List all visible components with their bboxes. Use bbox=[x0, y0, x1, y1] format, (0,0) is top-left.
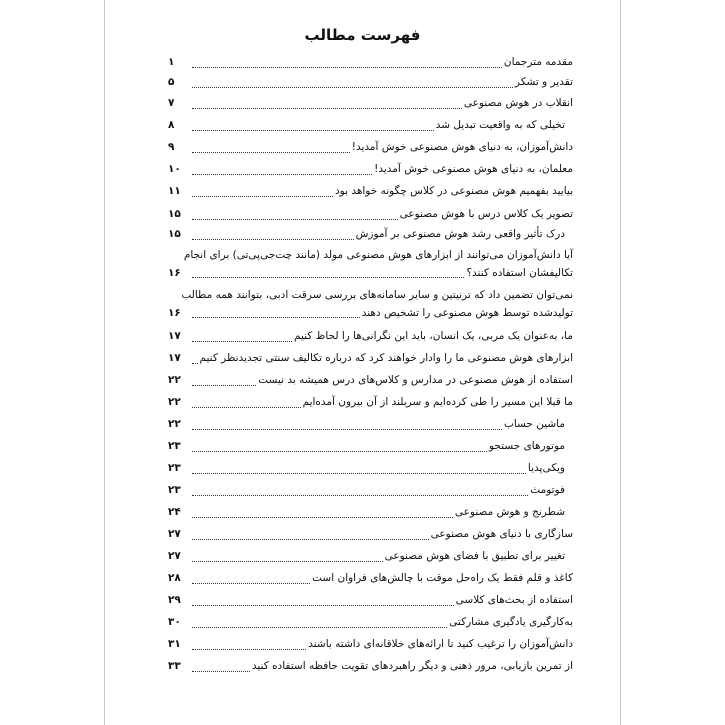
page-number: ۸ bbox=[168, 119, 175, 131]
toc-entry[interactable] bbox=[168, 115, 573, 135]
page-number: ۱۶ bbox=[168, 267, 181, 279]
entry-label: ماشین حساب bbox=[503, 418, 565, 430]
entry-label: استفاده از بحث‌های کلاسی bbox=[455, 594, 573, 606]
dot-leader bbox=[192, 614, 447, 628]
entry-label: تصویر یک کلاس درس با هوش مصنوعی bbox=[399, 208, 573, 220]
dot-leader bbox=[192, 548, 383, 562]
entry-label-line2: تکالیفشان استفاده کنند؟ bbox=[466, 267, 573, 279]
toc-entry[interactable] bbox=[168, 93, 573, 113]
dot-leader bbox=[192, 482, 528, 496]
toc-entry[interactable] bbox=[168, 72, 573, 92]
dot-leader bbox=[192, 117, 434, 131]
toc-entry[interactable] bbox=[168, 326, 573, 346]
page-number: ۳۳ bbox=[168, 660, 181, 672]
entry-label: انقلاب در هوش مصنوعی bbox=[463, 97, 573, 109]
dot-leader bbox=[192, 636, 306, 650]
dot-leader bbox=[192, 95, 462, 109]
dot-leader bbox=[192, 460, 526, 474]
page-number: ۲۲ bbox=[168, 418, 181, 430]
dot-leader bbox=[192, 658, 250, 672]
toc-entry[interactable] bbox=[168, 159, 573, 179]
toc-entry[interactable] bbox=[168, 436, 573, 456]
toc-entry[interactable] bbox=[168, 524, 573, 544]
dot-leader bbox=[192, 54, 502, 68]
dot-leader bbox=[192, 328, 292, 342]
entry-label: از تمرین بازیابی، مرور ذهنی و دیگر راهبردهای تقویت حافظه استفاده کنید bbox=[251, 660, 573, 672]
page-number: ۱۷ bbox=[168, 352, 181, 364]
dot-leader bbox=[192, 161, 372, 175]
toc-title: فهرست مطالب bbox=[304, 26, 421, 44]
dot-leader bbox=[192, 226, 354, 240]
entry-label: سازگاری با دنیای هوش مصنوعی bbox=[430, 528, 573, 540]
page-number: ۱۷ bbox=[168, 330, 181, 342]
page-number: ۲۷ bbox=[168, 528, 181, 540]
page-number: ۱۱ bbox=[168, 185, 181, 197]
dot-leader bbox=[192, 74, 513, 88]
toc-entry[interactable] bbox=[168, 546, 573, 566]
page-number: ۲۸ bbox=[168, 572, 181, 584]
page-number: ۵ bbox=[168, 76, 175, 88]
entry-label: بیایید بفهمیم هوش مصنوعی در کلاس چگونه خواهد بود bbox=[334, 185, 573, 197]
page-number: ۹ bbox=[168, 141, 175, 153]
toc-entry[interactable] bbox=[168, 181, 573, 201]
dot-leader bbox=[192, 570, 310, 584]
page-number: ۳۰ bbox=[168, 616, 181, 628]
page-number: ۲۴ bbox=[168, 506, 181, 518]
toc-entry[interactable] bbox=[168, 204, 573, 224]
dot-leader bbox=[192, 264, 464, 278]
entry-label-line1: نمی‌توان تضمین داد که ترنیتین و سایر سامانه‌های بررسی سرقت ادبی، بتوانند همه مطالب bbox=[181, 289, 573, 301]
entry-label: ابزارهای هوش مصنوعی ما را وادار خواهند کرد که درباره تکالیف سنتی تجدیدنظر کنیم bbox=[199, 352, 573, 364]
entry-label-line1: آیا دانش‌آموزان می‌توانند از ابزارهای هوش مصنوعی مولد (مانند چت‌جی‌پی‌تی) برای انجام bbox=[183, 249, 573, 261]
toc-entry[interactable] bbox=[168, 52, 573, 72]
toc-entry[interactable] bbox=[168, 590, 573, 610]
page-number: ۱۶ bbox=[168, 307, 181, 319]
dot-leader bbox=[192, 438, 487, 452]
entry-label: معلمان، به دنیای هوش مصنوعی خوش آمدید! bbox=[374, 163, 573, 175]
entry-label: دانش‌آموزان، به دنیای هوش مصنوعی خوش آمدید! bbox=[351, 141, 573, 153]
entry-label: استفاده از هوش مصنوعی در مدارس و کلاس‌های درس همیشه بد نیست bbox=[258, 374, 573, 386]
page-number: ۳۱ bbox=[168, 638, 181, 650]
toc-entry[interactable] bbox=[168, 634, 573, 654]
dot-leader bbox=[192, 304, 360, 318]
dot-leader bbox=[192, 139, 350, 153]
entry-label: به‌کارگیری یادگیری مشارکتی bbox=[449, 616, 573, 628]
dot-leader bbox=[192, 504, 453, 518]
toc-entry[interactable] bbox=[168, 458, 573, 478]
page-number: ۷ bbox=[168, 97, 175, 109]
toc-entry[interactable] bbox=[168, 612, 573, 632]
dot-leader bbox=[192, 526, 429, 540]
page-border-right bbox=[620, 0, 621, 725]
toc-entry[interactable] bbox=[168, 286, 573, 322]
dot-leader bbox=[192, 206, 398, 220]
entry-label: درک تأثیر واقعی رشد هوش مصنوعی بر آموزش bbox=[355, 228, 565, 240]
entry-label-line2: تولیدشده توسط هوش مصنوعی را تشخیص دهند bbox=[361, 307, 573, 319]
entry-label: مقدمه مترجمان bbox=[503, 56, 573, 68]
entry-label: ما، به‌عنوان یک مربی، یک انسان، باید این نگرانی‌ها را لحاظ کنیم bbox=[293, 330, 573, 342]
dot-leader bbox=[192, 416, 502, 430]
page-number: ۲۳ bbox=[168, 440, 181, 452]
page-number: ۱ bbox=[168, 56, 175, 68]
page-number: ۱۵ bbox=[168, 208, 181, 220]
dot-leader bbox=[192, 372, 256, 386]
entry-label: فوتومث bbox=[530, 484, 565, 496]
entry-label: شطرنج و هوش مصنوعی bbox=[454, 506, 565, 518]
entry-label: موتورهای جستجو bbox=[489, 440, 565, 452]
dot-leader bbox=[192, 183, 333, 197]
toc-entry[interactable] bbox=[168, 656, 573, 676]
page-number: ۲۷ bbox=[168, 550, 181, 562]
page-number: ۱۵ bbox=[168, 228, 181, 240]
entry-label: ما قبلا این مسیر را طی کرده‌ایم و سربلند از آن بیرون آمده‌ایم bbox=[302, 396, 573, 408]
toc-entry[interactable] bbox=[168, 392, 573, 412]
toc-entry[interactable] bbox=[168, 480, 573, 500]
dot-leader bbox=[192, 394, 301, 408]
page-number: ۲۹ bbox=[168, 594, 181, 606]
dot-leader bbox=[192, 592, 454, 606]
toc-entry[interactable] bbox=[168, 414, 573, 434]
toc-entry[interactable] bbox=[168, 502, 573, 522]
entry-label: کاغذ و قلم فقط یک راه‌حل موقت با چالش‌های فراوان است bbox=[312, 572, 573, 584]
page-number: ۲۳ bbox=[168, 462, 181, 474]
page-number: ۲۲ bbox=[168, 374, 181, 386]
page-number: ۲۲ bbox=[168, 396, 181, 408]
entry-label: ویکی‌پدیا bbox=[527, 462, 565, 474]
entry-label: دانش‌آموزان را ترغیب کنید تا ارائه‌های خلاقانه‌ای داشته باشند bbox=[308, 638, 573, 650]
toc-entry[interactable] bbox=[168, 370, 573, 390]
page-number: ۲۳ bbox=[168, 484, 181, 496]
toc-entry[interactable] bbox=[168, 348, 573, 368]
toc-entry[interactable] bbox=[168, 224, 573, 244]
toc-entry[interactable] bbox=[168, 137, 573, 157]
page-border-left bbox=[104, 0, 105, 725]
entry-label: تغییر برای تطبیق با فضای هوش مصنوعی bbox=[384, 550, 565, 562]
toc-entry[interactable] bbox=[168, 246, 573, 282]
entry-label: تقدیر و تشکر bbox=[514, 76, 573, 88]
page-number: ۱۰ bbox=[168, 163, 181, 175]
toc-entry[interactable] bbox=[168, 568, 573, 588]
entry-label: تخیلی که به واقعیت تبدیل شد bbox=[435, 119, 565, 131]
dot-leader bbox=[192, 350, 198, 364]
